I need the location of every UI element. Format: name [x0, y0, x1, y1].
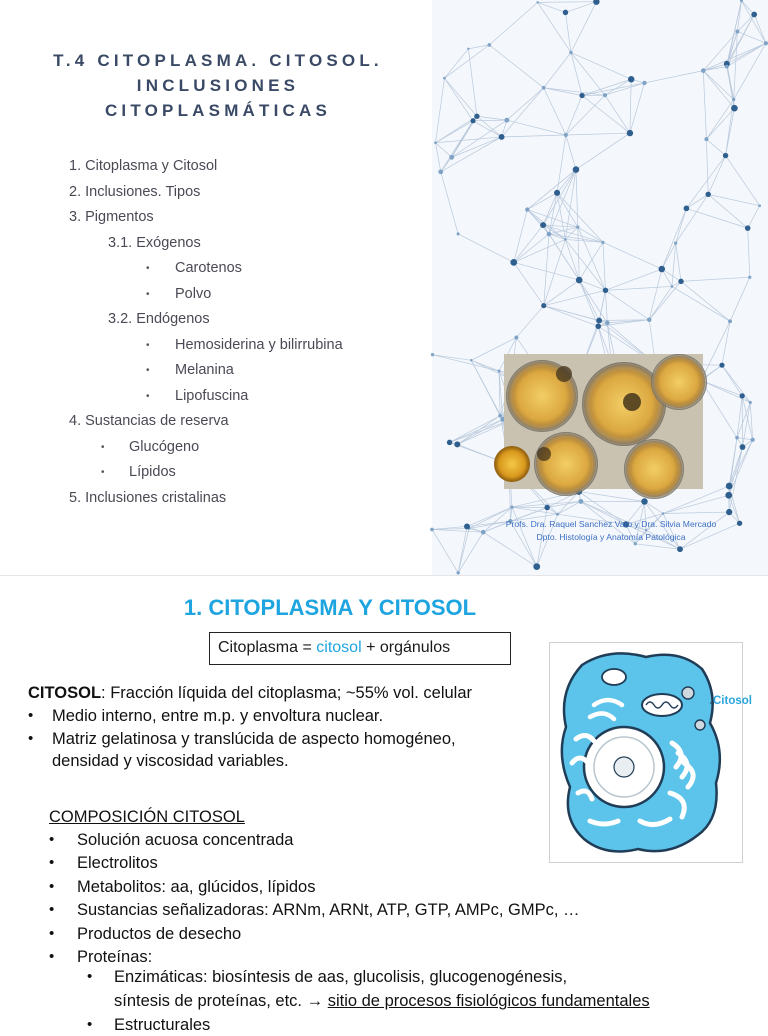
- bullet-symbol: •: [49, 876, 54, 898]
- index-item: 4. Sustancias de reserva: [69, 413, 229, 429]
- index-item: Hemosiderina y bilirrubina: [175, 337, 343, 353]
- bullet-dot-icon: •: [101, 467, 105, 478]
- proteins-enzymatic-continuation: [114, 990, 650, 1012]
- bullet-matriz-continuation: densidad y viscosidad variables.: [52, 750, 289, 772]
- bullet-dot-icon: •: [146, 365, 150, 376]
- bullet-dot-icon: •: [146, 289, 150, 300]
- index-item: Glucógeno: [129, 439, 199, 455]
- index-item: Polvo: [175, 286, 211, 302]
- slide-citoplasma: [0, 575, 768, 1024]
- index-item: 3.1. Exógenos: [108, 235, 201, 251]
- bullet-medio-interno: Medio interno, entre m.p. y envoltura nuclear.: [52, 705, 383, 727]
- bullet-symbol: •: [49, 829, 54, 851]
- author-credits: [476, 518, 746, 544]
- section-title: 1. CITOPLASMA Y CITOSOL: [0, 595, 660, 621]
- index-item: Lipofuscina: [175, 388, 248, 404]
- arrow-right-icon: →: [307, 992, 324, 1010]
- index-item: 1. Citoplasma y Citosol: [69, 158, 217, 174]
- bullet-symbol: •: [49, 946, 54, 968]
- index-item: Melanina: [175, 362, 234, 378]
- bullet-symbol: •: [49, 899, 54, 921]
- index-item: 2. Inclusiones. Tipos: [69, 184, 200, 200]
- composition-item: Proteínas:: [77, 946, 152, 968]
- enzymatic-cont-text: síntesis de proteínas, etc.: [114, 992, 307, 1010]
- index-item: 5. Inclusiones cristalinas: [69, 490, 226, 506]
- micrograph-image: [504, 354, 703, 489]
- formula-left: Citoplasma =: [218, 639, 316, 656]
- bullet-dot-icon: •: [146, 391, 150, 402]
- index-item: Lípidos: [129, 464, 176, 480]
- bullet-matriz: Matriz gelatinosa y translúcida de aspecto homogéneo,: [52, 728, 456, 750]
- composition-item: Sustancias señalizadoras: ARNm, ARNt, ATP, GTP, AMPc, GMPc, …: [77, 899, 580, 921]
- formula-highlight: citosol: [316, 639, 361, 656]
- slide-title: [18, 48, 418, 123]
- bullet-symbol: •: [49, 923, 54, 945]
- composition-item: Productos de desecho: [77, 923, 241, 945]
- composition-item: Metabolitos: aa, glúcidos, lípidos: [77, 876, 315, 898]
- title-line-2: INCLUSIONES: [18, 73, 418, 98]
- credits-line-1: Profs. Dra. Raquel Sanchez Varo y Dra. Silvia Mercado: [476, 518, 746, 531]
- index-item: 3.2. Endógenos: [108, 311, 210, 327]
- bullet-dot-icon: •: [146, 340, 150, 351]
- index-item: 3. Pigmentos: [69, 209, 154, 225]
- proteins-enzymatic: Enzimáticas: biosíntesis de aas, glucolisis, glucogenogénesis,: [114, 966, 567, 988]
- index-item: Carotenos: [175, 260, 242, 276]
- sub-bullet-symbol: •: [87, 966, 92, 988]
- composition-heading: COMPOSICIÓN CITOSOL: [49, 806, 245, 828]
- title-line-3: CITOPLASMÁTICAS: [18, 98, 418, 123]
- bullet-dot-icon: •: [146, 263, 150, 274]
- title-line-1: T.4 CITOPLASMA. CITOSOL.: [18, 48, 418, 73]
- proteins-structural: Estructurales: [114, 1014, 210, 1036]
- sub-bullet-symbol: •: [87, 1014, 92, 1036]
- bullet-symbol: •: [49, 852, 54, 874]
- citosol-definition: [28, 682, 472, 704]
- bullet-symbol: •: [28, 728, 33, 750]
- figure-label-citosol: Citosol: [713, 695, 752, 707]
- composition-item: Electrolitos: [77, 852, 158, 874]
- cell-illustration: [550, 643, 744, 864]
- credits-line-2: Dpto. Histología y Anatomía Patológica: [476, 531, 746, 544]
- bullet-symbol: •: [28, 705, 33, 727]
- definition-text: : Fracción líquida del citoplasma; ~55% vol. celular: [101, 684, 472, 702]
- bullet-dot-icon: •: [101, 442, 105, 453]
- cell-diagram: [549, 642, 743, 863]
- enzymatic-link-text: sitio de procesos fisiológicos fundamentales: [328, 992, 650, 1010]
- definition-term: CITOSOL: [28, 684, 101, 702]
- composition-item: Solución acuosa concentrada: [77, 829, 293, 851]
- formula-right: + orgánulos: [362, 639, 451, 656]
- formula-box: [209, 632, 511, 665]
